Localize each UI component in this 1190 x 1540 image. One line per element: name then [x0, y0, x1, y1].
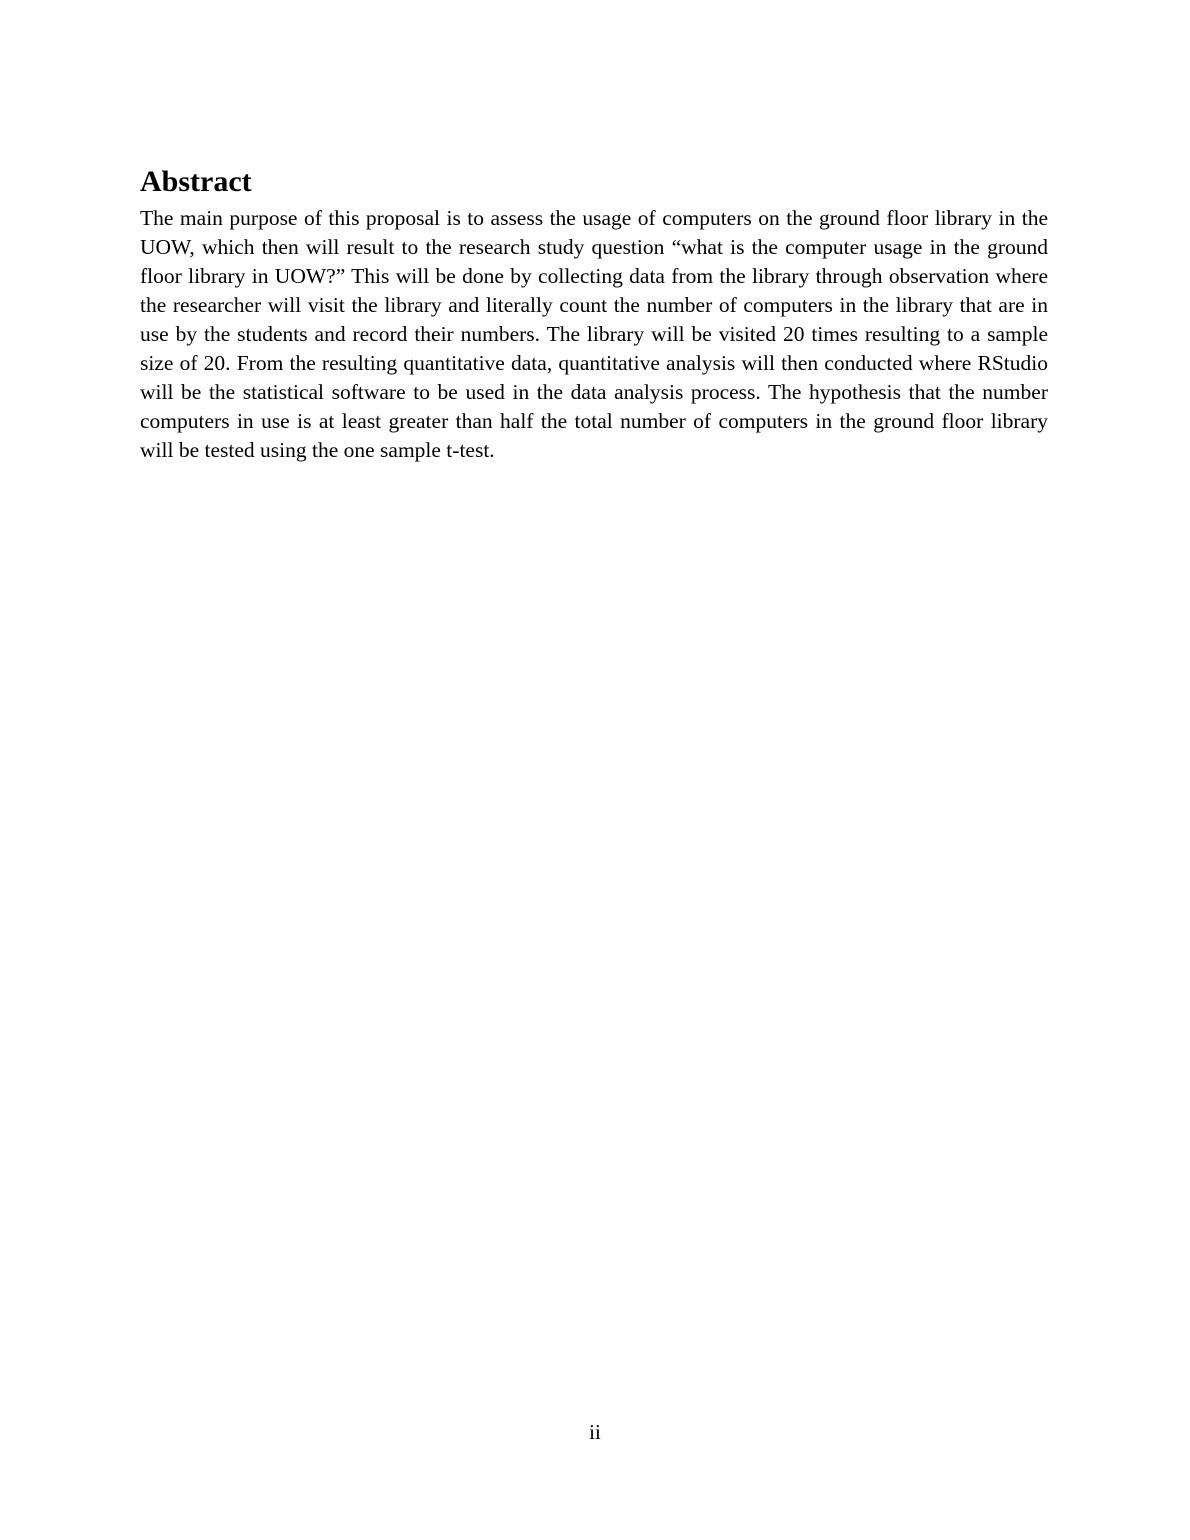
section-heading: Abstract — [140, 165, 252, 198]
page-number: ii — [589, 1420, 601, 1444]
abstract-paragraph: The main purpose of this proposal is to assess the usage of computers on the ground floor library in the UOW, which then will result to the research study question “what is the computer usage in the ground floor library in UOW?” This will be done by collecting data from the library through observation where the researcher will visit the library and literally count the number of computers in the library that are in use by the students and record their numbers. The library will be visited 20 times resulting to a sample size of 20. From the resulting quantitative data, quantitative analysis will then conducted where RStudio will be the statistical software to be used in the data analysis process. The hypothesis that the number computers in use is at least greater than half the total number of computers in the ground floor library will be tested using the one sample t-test. — [140, 206, 1048, 462]
abstract-section — [140, 160, 1048, 465]
